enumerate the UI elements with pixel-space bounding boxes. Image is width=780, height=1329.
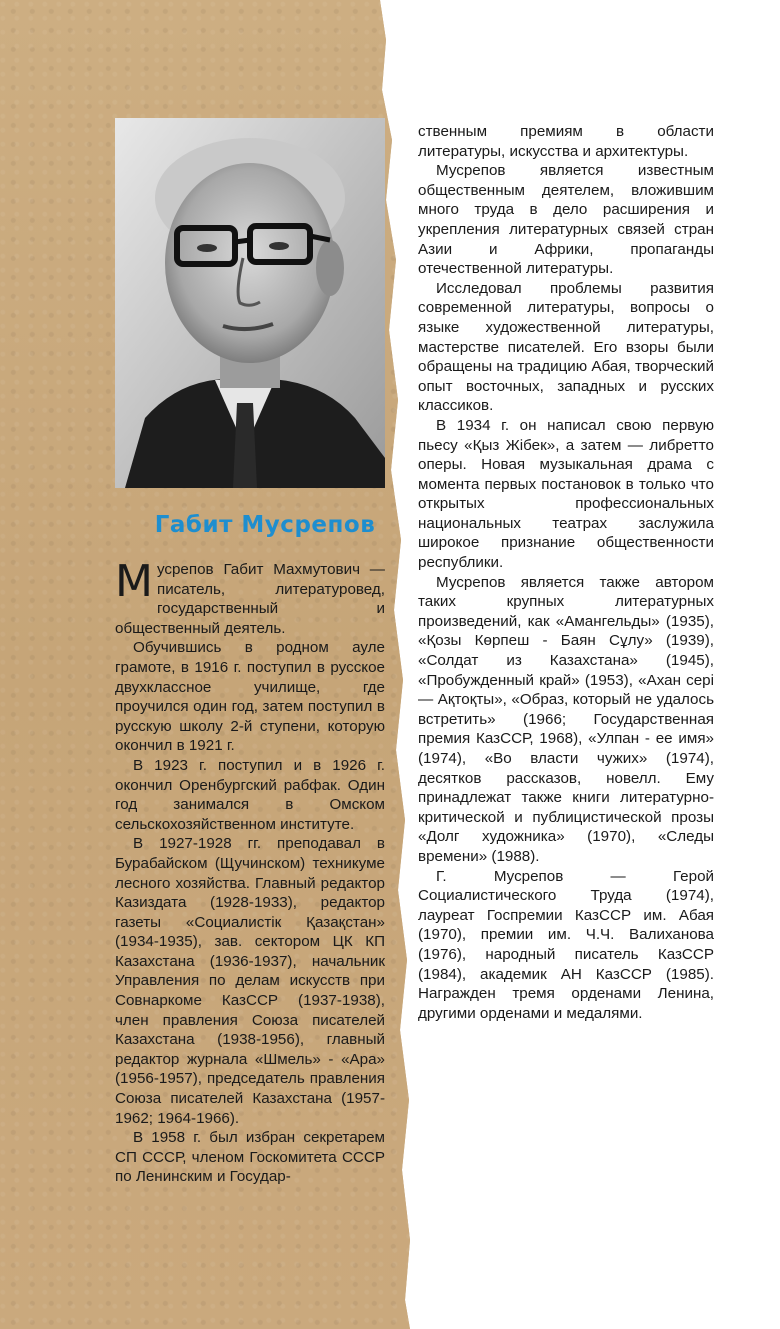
drop-cap: М xyxy=(115,556,153,607)
paragraph: Мусрепов является также автором таких крупных литературных произведений, как «Амангельды» (1935), «Қозы Көрпеш - Баян Сұлу» (1939), «Солдат из Казахстана» (1945), «Пробужденный край» (1953), «Ахан сері — Ақтоқты», «Образ, который не удалось встретить» (1966; Государственная премия КазССР, 1968), «Улпан - ее имя» (1974), «Во власти чужих» (1974), десятков рассказов, новелл. Ему принадлежат также книги литературно-критической и публицистической прозы «Долг художника» (1970), «Следы времени» (1988). xyxy=(418,573,714,865)
left-column xyxy=(115,556,385,1187)
article-title: Габит Мусрепов xyxy=(154,512,376,538)
paragraph: Г. Мусрепов — Герой Социалистического Труда (1974), лауреат Госпремии КазССР им. Абая (1970), премии им. Ч.Ч. Валиханова (1976), народный писатель КазССР (1984), академик АН КазССР (1985). Награжден тремя орденами Ленина, другими орденами и медалями. xyxy=(418,867,714,1022)
paragraph-continuation: ственным премиям в области литературы, искусства и архитектуры. xyxy=(418,123,714,160)
paragraph: Исследовал проблемы развития современной литературы, вопросы о языке художественной литературы, мастерстве писателей. Его взоры были обращены на традицию Абая, творческий опыт восточных, западных и русских классиков. xyxy=(418,279,714,415)
paragraph: В 1958 г. был избран секретарем СП СССР, членом Госкомитета СССР по Ленинским и Государ- xyxy=(115,1129,385,1186)
portrait-photo xyxy=(115,118,385,488)
paragraph: В 1923 г. поступил и в 1926 г. окончил Оренбургский рабфак. Один год занимался в Омском сельскохозяйственном институте. xyxy=(115,756,385,833)
paragraph: Мусрепов является известным общественным деятелем, вложившим много труда в дело расширения и укрепления литературных связей стран Азии и Африки, пропаганды отечественной литературы. xyxy=(418,162,714,278)
paragraph: В 1934 г. он написал свою первую пьесу «Қыз Жібек», а затем — либретто оперы. Новая музыкальная драма с момента первых постановок в только что открытых профессиональных национальных театрах заслужила широкое признание общественности республики. xyxy=(418,416,714,572)
paragraph: Обучившись в родном ауле грамоте, в 1916 г. поступил в русское двухклассное училище, где проучился один год, затем поступил в русскую школу 2-й ступени, которую окончил в 1921 г. xyxy=(115,639,385,755)
paragraph: Мусрепов Габит Махмутович — писатель, литературовед, государственный и общественный деятель. xyxy=(115,556,385,637)
paragraph: В 1927-1928 гг. преподавал в Бурабайском (Щучинском) техникуме лесного хозяйства. Главный редактор Казиздата (1928-1933), редактор газеты «Социалистік Қазақстан» (1934-1935), зав. сектором ЦК КП Казахстана (1936-1937), начальник Управления по делам искусств при Совнаркоме КазССР (1937-1938), член правления Союза писателей Казахстана (1938-1956), главный редактор журнала «Шмель» - «Ара» (1956-1957), председатель правления Союза писателей Казахстана (1957-1962; 1964-1966). xyxy=(115,835,385,1127)
right-column xyxy=(418,122,714,1023)
